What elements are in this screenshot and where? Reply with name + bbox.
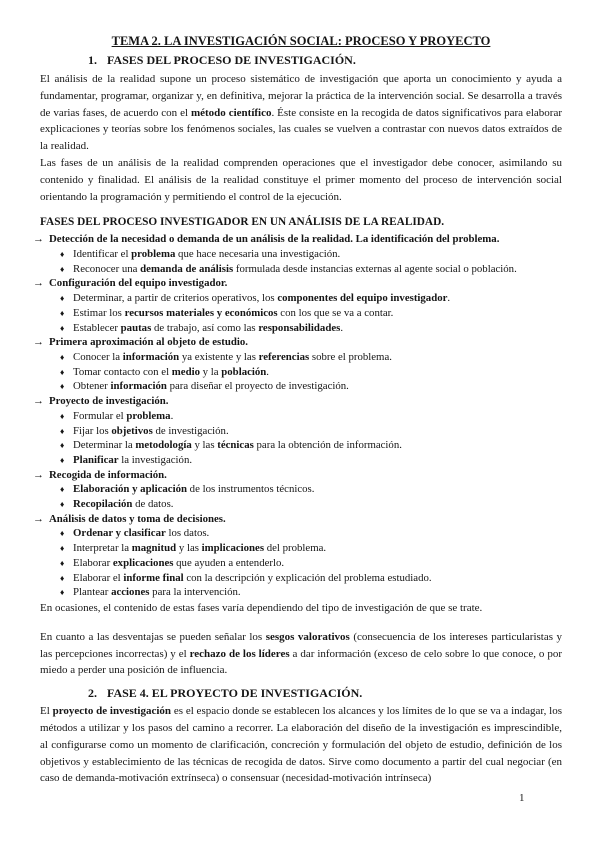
fase-heading-text: Análisis de datos y toma de decisiones. [49,512,226,525]
fase-subitem-row [60,262,562,277]
fase-subitem-row [60,365,562,380]
fase-subitem-text: Obtener información para diseñar el proyecto de investigación. [73,380,349,393]
fase-subitem-row [60,438,562,453]
diamond-bullet-icon: ♦ [60,557,65,568]
section-heading-1 [88,53,562,68]
arrow-bullet-icon: → [33,233,44,246]
arrow-bullet-icon: → [33,336,44,349]
fase-subitem-text: Fijar los objetivos de investigación. [73,424,229,437]
diamond-bullet-icon: ♦ [60,263,65,274]
fase-subitem-text: Tomar contacto con el medio y la población. [73,365,269,378]
fase-subitem-text: Determinar, a partir de criterios operativos, los componentes del equipo investigador. [73,292,451,305]
diamond-bullet-icon: ♦ [60,543,65,554]
fase-subitem-text: Formular el problema. [73,409,174,422]
fase-heading-row [33,276,562,291]
diamond-bullet-icon: ♦ [60,425,65,436]
fase-subitem-row [60,379,562,394]
paragraph-intro: El análisis de la realidad supone un proceso sistemático de investigación que aporta un conocimiento y ayuda a fundamentar, programar, organizar y, en definitiva, mejorar la práctica de la intervención social. Se desarrolla a través de varias fases, de acuerdo con el método científico. Éste consiste en la recogida de datos significativos para elaborar explicaciones y teorías sobre los fenómenos sociales, las cuales se vuelven a contrastar con nuevos datos extraídos de la realidad. [40,73,562,153]
section-heading-2 [88,686,562,701]
fase-subitem-row [60,556,562,571]
fase-subitem-text: Recopilación de datos. [73,498,174,511]
fase-subitem-row [60,453,562,468]
diamond-bullet-icon: ♦ [60,528,65,539]
paragraph-desventajas: En cuanto a las desventajas se pueden señalar los sesgos valorativos (consecuencia de los intereses particularistas y las percepciones incorrectas) y el rechazo de los líderes a dar información (exceso de celo sobre lo que conoce, o por miedo a perder una posición de influencia. [40,630,563,677]
fase-subitem-text: Elaborar explicaciones que ayuden a entenderlo. [73,556,285,569]
fase-subitem-row [60,321,562,336]
arrow-bullet-icon: → [33,395,44,408]
diamond-bullet-icon: ♦ [60,440,65,451]
fase-subitem-row [60,409,562,424]
diamond-bullet-icon: ♦ [60,307,65,318]
section-number: 2. [88,686,97,701]
diamond-bullet-icon: ♦ [60,454,65,465]
diamond-bullet-icon: ♦ [60,484,65,495]
page-number: 1 [519,792,525,804]
fase-subitem-row [60,526,562,541]
diamond-bullet-icon: ♦ [60,410,65,421]
fase-heading-row [33,512,562,527]
fase-subitem-text: Elaborar el informe final con la descripción y explicación del problema estudiado. [73,571,432,584]
fase-subitem-text: Reconocer una demanda de análisis formulada desde instancias externas al agente social o población. [73,262,517,275]
fase-subitem-row [60,306,562,321]
fase-subitem-text: Determinar la metodología y las técnicas para la obtención de información. [73,439,402,452]
fase-subitem-row [60,247,562,262]
fase-heading-text: Configuración del equipo investigador. [49,277,228,290]
fase-subitem-text: Establecer pautas de trabajo, así como las responsabilidades. [73,321,344,334]
fase-heading-text: Recogida de información. [49,468,167,481]
fase-heading-text: Detección de la necesidad o demanda de un análisis de la realidad. La identificación del problema. [49,233,500,246]
fase-subitem-row [60,482,562,497]
arrow-bullet-icon: → [33,277,44,290]
section-heading-text: FASE 4. EL PROYECTO DE INVESTIGACIÓN. [107,686,363,701]
diamond-bullet-icon: ♦ [60,293,65,304]
paragraph-proyecto: El proyecto de investigación es el espacio donde se establecen los alcances y los límites de lo que se va a indagar, los métodos a utilizar y los pasos del camino a recorrer. La elaboración del diseño de la investigación es imprescindible, al configurarse como un momento de clarificación, concreción y formulación del objeto de estudio, definición de los objetivos y establecimiento de las técnicas de recogida de datos. Sirve como documento a partir del cual negociar (en caso de demanda-motivación extrínseca) o consensuar (necesidad-motivación intrínseca) [40,705,563,785]
diamond-bullet-icon: ♦ [60,352,65,362]
fase-subitem-row [60,571,562,586]
fase-heading-text: Proyecto de investigación. [49,395,169,408]
arrow-bullet-icon: → [33,468,44,481]
paragraph-en-ocasiones: En ocasiones, el contenido de estas fases varía dependiendo del tipo de investigación de que se trate. [40,601,483,614]
diamond-bullet-icon: ♦ [60,249,65,260]
section-number: 1. [88,53,97,67]
fase-heading-text: Primera aproximación al objeto de estudio. [49,336,248,349]
fase-subitem-row [60,585,562,600]
fase-subitem-text: Interpretar la magnitud y las implicaciones del problema. [73,542,327,555]
fase-subitem-text: Elaboración y aplicación de los instrumentos técnicos. [73,483,315,496]
diamond-bullet-icon: ♦ [60,381,65,392]
fase-heading-row [33,232,562,247]
diamond-bullet-icon: ♦ [60,587,65,598]
fase-subitem-text: Ordenar y clasificar los datos. [73,527,210,540]
diamond-bullet-icon: ♦ [60,366,65,377]
fase-subitem-text: Estimar los recursos materiales y económicos con los que se va a contar. [73,306,394,319]
fase-heading-row [33,468,562,483]
fase-heading-row [33,335,562,350]
fase-subitem-row [60,541,562,556]
fase-subitem-row [60,497,562,512]
fase-subitem-row [60,291,562,306]
paragraph-fases: Las fases de un análisis de la realidad comprenden operaciones que el investigador debe conocer, asimilando su contenido y finalidad. El análisis de la realidad constituye el primer momento del proceso de intervención social orientando la programación y permitiendo el control de la ejecución. [40,156,562,203]
section-heading-text: FASES DEL PROCESO DE INVESTIGACIÓN. [107,53,356,67]
fases-list [33,232,562,600]
fase-subitem-row [60,350,562,365]
fase-subitem-text: Planificar la investigación. [73,453,193,466]
subheading-fases-proceso: FASES DEL PROCESO INVESTIGADOR EN UN ANÁLISIS DE LA REALIDAD. [40,216,445,229]
diamond-bullet-icon: ♦ [60,322,65,333]
fase-subitem-text: Identificar el problema que hace necesaria una investigación. [73,248,341,261]
fase-subitem-text: Conocer la información ya existente y las referencias sobre el problema. [73,351,392,363]
diamond-bullet-icon: ♦ [60,572,65,583]
fase-subitem-text: Plantear acciones para la intervención. [73,586,241,599]
fase-heading-row [33,394,562,409]
diamond-bullet-icon: ♦ [60,499,65,510]
page-title: TEMA 2. LA INVESTIGACIÓN SOCIAL: PROCESO Y PROYECTO [111,34,491,48]
fase-subitem-row [60,424,562,439]
arrow-bullet-icon: → [33,512,44,525]
